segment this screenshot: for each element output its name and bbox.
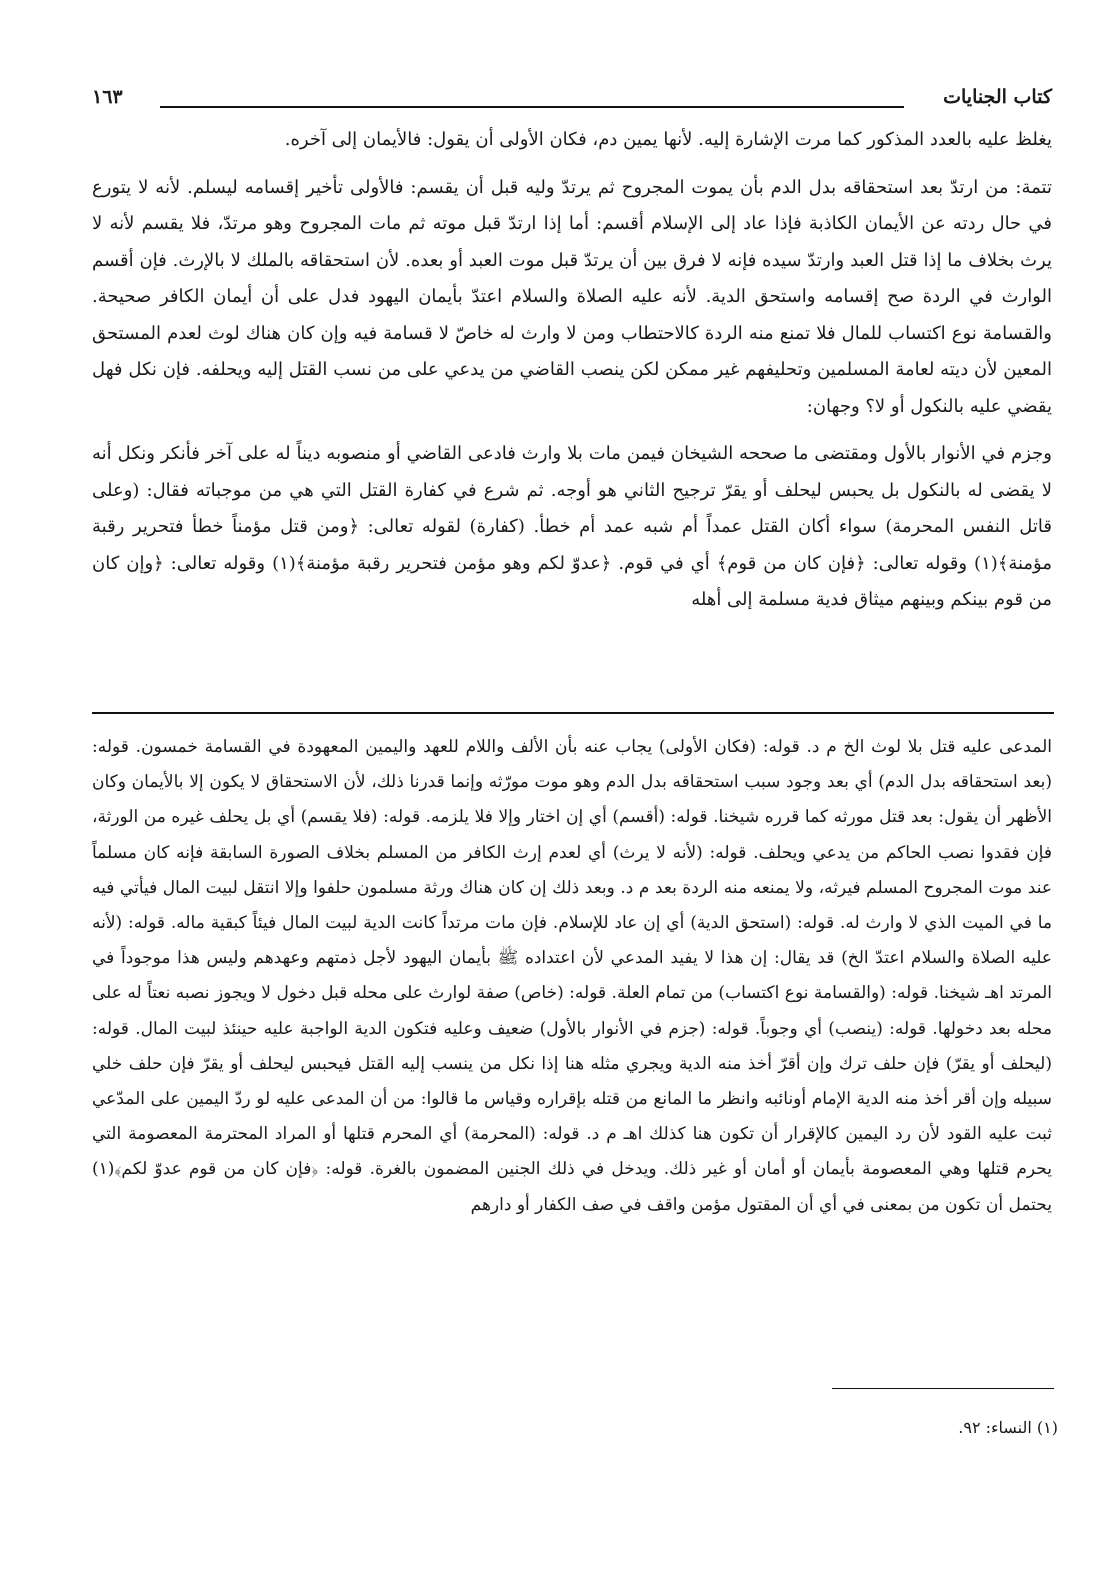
main-paragraph-2: تتمة: من ارتدّ بعد استحقاقه بدل الدم بأن يموت المجروح ثم يرتدّ وليه قبل أن يقسم: فالأولى تأخير إقسامه ليسلم. لأنه لا يتورع في حال ردته عن الأيمان الكاذبة فإذا عاد إلى الإسلام أقسم: أما إذا ارتدّ قبل موته ثم مات المجروح وهو مرتدّ، فلا يقسم لأنه لا يرث بخلاف ما إذا قتل العبد وارتدّ سيده فإنه لا فرق بين أن يرتدّ قبل موت العبد أو بعده. لأن استحقاقه بالملك لا بالإرث. فإن أقسم الوارث في الردة صح إقسامه واستحق الدية. لأنه عليه الصلاة والسلام اعتدّ بأيمان اليهود فدل على أن أيمان الكافر صحيحة. والقسامة نوع اكتساب للمال فلا تمنع منه الردة كالاحتطاب ومن لا وارث له خاصّ لا قسامة فيه وإن كان هناك لوث لعدم المستحق المعين لأن ديته لعامة المسلمين وتحليفهم غير ممكن لكن ينصب القاضي من يدعي على من نسب القتل إليه ويحلفه. فإن نكل فهل يقضي عليه بالنكول أو لا؟ وجهان: bbox=[92, 176, 1052, 417]
main-paragraph-1: يغلظ عليه بالعدد المذكور كما مرت الإشارة إليه. لأنها يمين دم، فكان الأولى أن يقول: فالأيمان إلى آخره. bbox=[284, 129, 1052, 150]
main-paragraph-3: وجزم في الأنوار بالأول ومقتضى ما صححه الشيخان فيمن مات بلا وارث فادعى القاضي أو منصوبه ديناً له على آخر فأنكر ونكل أنه لا يقضى له بالنكول بل يحبس ليحلف أو يقرّ ترجيح الثاني هو أوجه. ثم شرع في كفارة القتل التي هي من موجباته فقال: (وعلى قاتل النفس المحرمة) سواء أكان القتل عمداً أم شبه عمد أم خطأ. (كفارة) لقوله تعالى: ﴿ومن قتل مؤمناً خطأ فتحرير رقبة مؤمنة﴾(١) وقوله تعالى: ﴿فإن كان من قوم﴾ أي في قوم. ﴿عدوّ لكم وهو مؤمن فتحرير رقبة مؤمنة﴾(١) وقوله تعالى: ﴿وإن كان من قوم بينكم وبينهم ميثاق فدية مسلمة إلى أهله bbox=[92, 443, 1052, 610]
footnote-separator bbox=[832, 1388, 1054, 1389]
page-header bbox=[92, 82, 1052, 122]
chapter-title: كتاب الجنايات bbox=[943, 86, 1052, 108]
commentary-paragraph: المدعى عليه قتل بلا لوث الخ م د. قوله: (فكان الأولى) يجاب عنه بأن الألف واللام للعهد واليمين المعهودة في القسامة خمسون. قوله: (بعد استحقاقه بدل الدم) أي بعد وجود سبب استحقاقه بدل الدم وهو موت مورّثه وإنما قدرنا ذلك، لأن الاستحقاق لا يكون إلا بالأيمان وكان الأظهر أن يقول: بعد قتل مورثه كما قرره شيخنا. قوله: (أقسم) أي إن اختار وإلا فلا يلزمه. قوله: (فلا يقسم) أي بل يحلف غيره من الورثة، فإن فقدوا نصب الحاكم من يدعي ويحلف. قوله: (لأنه لا يرث) أي لعدم إرث الكافر من المسلم بخلاف الصورة السابقة فإنه كان مسلماً عند موت المجروح المسلم فيرثه، ولا يمنعه منه الردة بعد م د. وبعد ذلك إن كان هناك ورثة مسلمون حلفوا وإلا انتقل لبيت المال فيأتي فيه ما في الميت الذي لا وارث له. قوله: (استحق الدية) أي إن عاد للإسلام. فإن مات مرتداً كانت الدية لبيت المال فيئاً كبقية ماله. قوله: (لأنه عليه الصلاة والسلام اعتدّ الخ) قد يقال: إن هذا لا يفيد المدعي لأن اعتداده ﷺ بأيمان اليهود لأجل ذمتهم وعهدهم وليس هذا موجوداً في المرتد اهـ شيخنا. قوله: (والقسامة نوع اكتساب) من تمام العلة. قوله: (خاص) صفة لوارث على محله قبل دخول لا ويجوز نصبه نعتاً له على محله بعد دخولها. قوله: (ينصب) أي وجوباً. قوله: (جزم في الأنوار بالأول) ضعيف وعليه فتكون الدية الواجبة عليه حينئذ لبيت المال. قوله: (ليحلف أو يقرّ) فإن حلف ترك وإن أقرّ أخذ منه الدية ويجري مثله هنا إذا نكل من ينسب إليه القتل فيحبس ليحلف أو يقرّ فإن حلف خلي سبيله وإن أقر أخذ منه الدية الإمام أونائبه وانظر ما المانع من قتله بإقراره وقياس ما قالوا: من أن المدعى عليه لو ردّ اليمين على المدّعي ثبت عليه القود لأن رد اليمين كالإقرار أن تكون هنا كذلك اهـ م د. قوله: (المحرمة) أي المحرم قتلها أو المراد المحترمة المعصومة التي يحرم قتلها وهي المعصومة بأيمان أو أمان أو غير ذلك. ويدخل في ذلك الجنين المضمون بالغرة. قوله: ﴿فإن كان من قوم عدوّ لكم﴾(١) يحتمل أن تكون من بمعنى في أي أن المقتول مؤمن واقف في صف الكفار أو دارهم bbox=[92, 737, 1052, 1215]
commentary-separator bbox=[92, 712, 1054, 714]
footnote: (١) النساء: ٩٢. bbox=[958, 1418, 1058, 1437]
page-number: ١٦٣ bbox=[92, 86, 123, 108]
header-rule bbox=[160, 106, 904, 108]
commentary-text bbox=[92, 730, 1052, 1223]
main-text bbox=[92, 122, 1052, 619]
